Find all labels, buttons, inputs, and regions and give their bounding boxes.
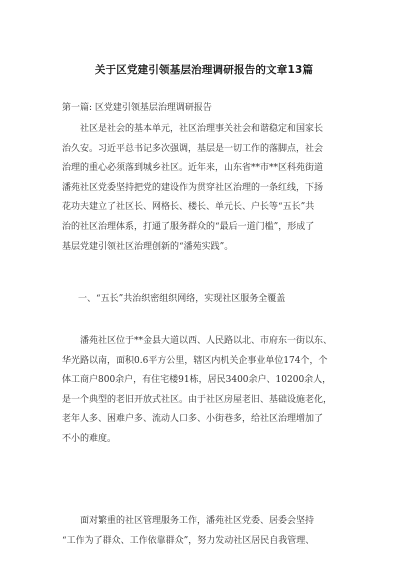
paragraph-line: 老年人多、困难户多、流动人口多、小街巷多，给社区治理增加了	[62, 414, 324, 425]
paragraph-line: “工作为了群众、工作依靠群众”，努力发动社区居民自我管理、	[62, 535, 315, 546]
paragraph-line: 基层党建引领社区治理创新的“潘苑实践”。	[62, 241, 234, 252]
paragraph-line: 不小的难度。	[62, 433, 117, 444]
document-title: 关于区党建引领基层治理调研报告的文章13篇	[94, 64, 314, 76]
paragraph-line: 治的社区治理体系，打通了服务群众的“最后一道门槛”，形成了	[62, 221, 315, 232]
paragraph-line: 体工商户800余户，有住宅楼91栋，居民3400余户、10200余人，	[62, 375, 332, 386]
paragraph-management	[62, 512, 352, 551]
paragraph-line: 治久安。习近平总书记多次强调，基层是一切工作的落脚点，社会	[62, 143, 324, 154]
paragraph-intro	[62, 120, 352, 257]
paragraph-line: 华光路以南，面积0.6平方公里，辖区内机关企事业单位174个，个	[62, 355, 328, 366]
article-subheading: 第一篇: 区党建引领基层治理调研报告	[62, 103, 212, 113]
section-heading: 一、“五长”共治织密组织网络，实现社区服务全覆盖	[78, 294, 286, 304]
paragraph-community-profile	[62, 332, 352, 450]
paragraph-line: 潘苑社区位于**金县大道以西、人民路以北、市府东一街以东、	[80, 336, 333, 346]
paragraph-line: 潘苑社区党委坚持把党的建设作为贯穿社区治理的一条红线，下扬	[62, 182, 324, 193]
paragraph-line: 是一个典型的老旧开放式社区。由于社区房屋老旧、基础设施老化，	[62, 394, 333, 405]
paragraph-line: 花功夫建立了社区长、网格长、楼长、单元长、户长等“五长”共	[62, 202, 315, 213]
paragraph-line: 面对繁重的社区管理服务工作，潘苑社区党委、居委会坚持	[80, 516, 315, 526]
paragraph-line: 治理的重心必须落到城乡社区。近年来，山东省**市**区科苑街道	[62, 163, 324, 174]
paragraph-line: 社区是社会的基本单元，社区治理事关社会和谐稳定和国家长	[80, 124, 324, 134]
